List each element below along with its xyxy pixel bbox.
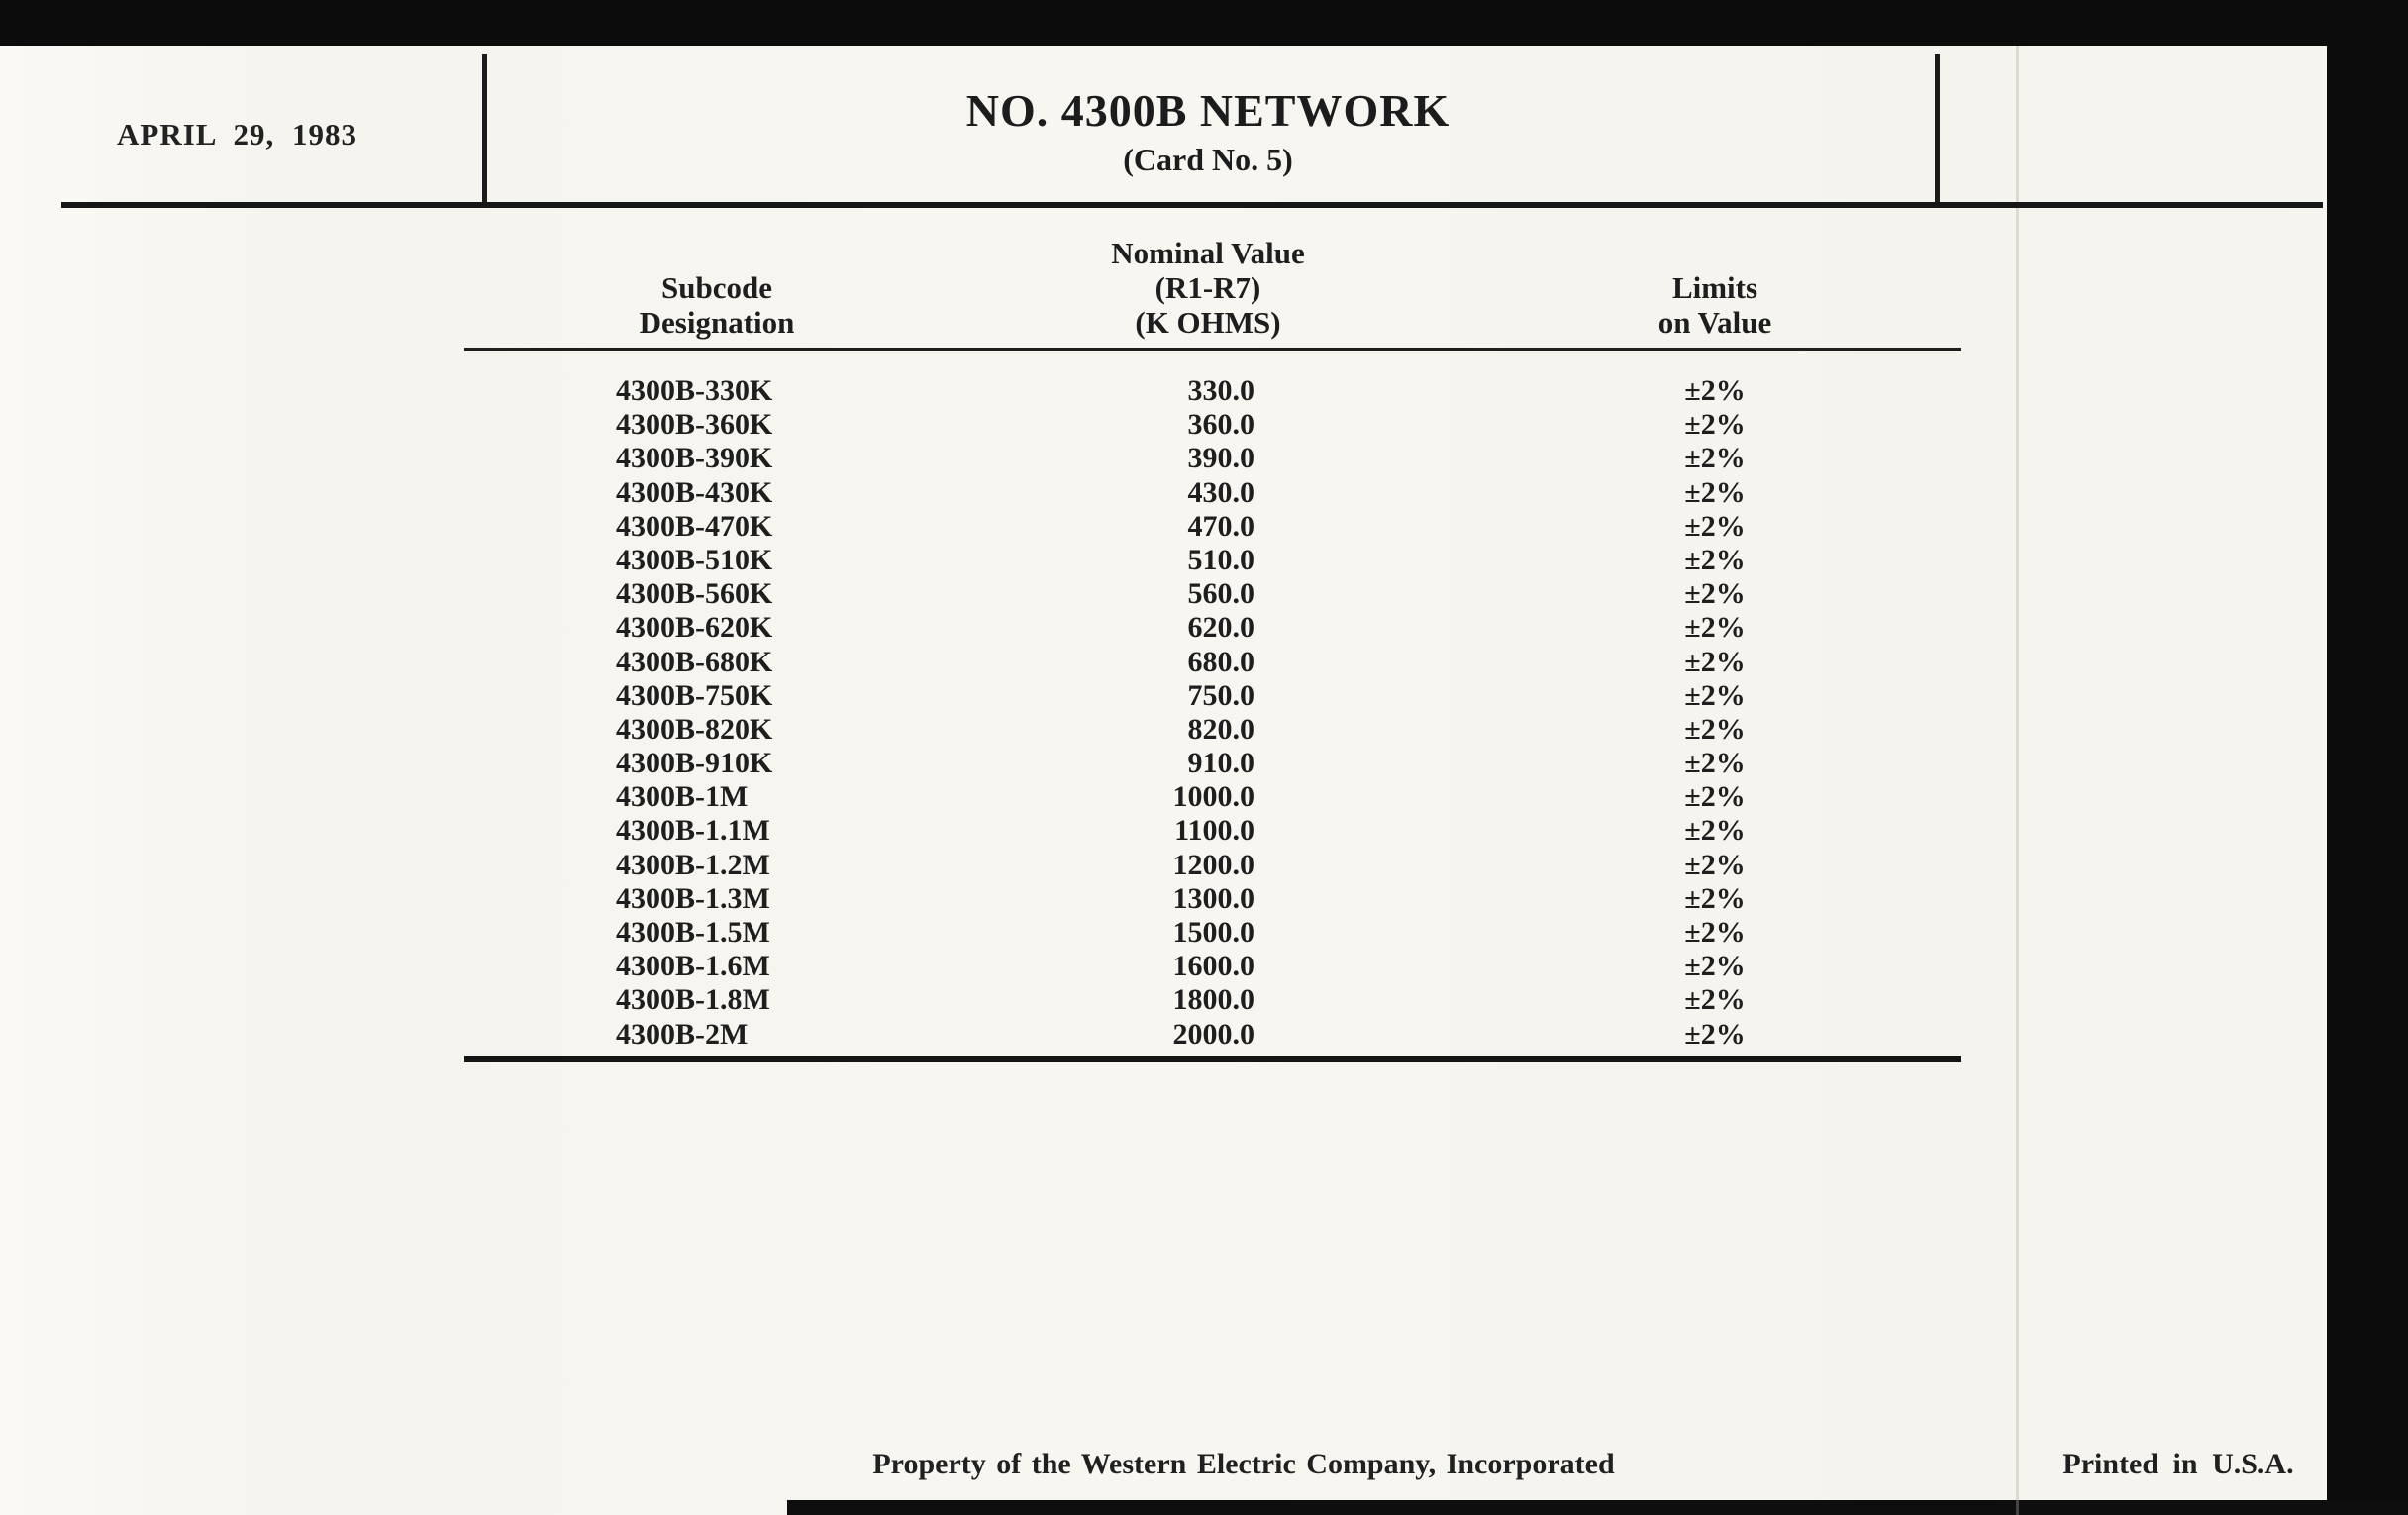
cell-nominal-value: 750.0 xyxy=(1187,678,1254,712)
table-row xyxy=(464,814,1961,848)
printed-in-notice: Printed in U.S.A. xyxy=(2062,1448,2294,1480)
table-row xyxy=(464,544,1961,577)
cell-subcode-designation: 4300B-470K xyxy=(616,509,773,543)
cell-limits: ±2% xyxy=(1684,475,1746,509)
cell-limits: ±2% xyxy=(1684,442,1746,475)
document-date: APRIL 29, 1983 xyxy=(117,117,357,152)
cell-limits: ±2% xyxy=(1684,645,1746,678)
cell-subcode-designation: 4300B-680K xyxy=(616,645,773,678)
column-header-line: (K OHMS) xyxy=(1135,305,1281,340)
cell-limits: ±2% xyxy=(1684,848,1746,881)
cell-subcode-designation: 4300B-1M xyxy=(616,780,749,814)
table-row xyxy=(464,679,1961,713)
cell-limits: ±2% xyxy=(1684,611,1746,645)
header-rule xyxy=(61,202,2323,208)
cell-limits: ±2% xyxy=(1684,509,1746,543)
cell-limits: ±2% xyxy=(1684,950,1746,983)
cell-subcode-designation: 4300B-1.6M xyxy=(616,950,770,983)
cell-subcode-designation: 4300B-510K xyxy=(616,543,773,576)
property-notice: Property of the Western Electric Company, Incorporated xyxy=(872,1448,1615,1480)
table-bottom-rule xyxy=(464,1056,1961,1062)
column-header-line: on Value xyxy=(1657,305,1772,340)
table-body xyxy=(464,351,1961,1052)
cell-limits: ±2% xyxy=(1684,678,1746,712)
table-row xyxy=(464,983,1961,1017)
scan-artifact-top-bar xyxy=(0,0,2408,46)
cell-subcode-designation: 4300B-910K xyxy=(616,747,773,780)
table-row xyxy=(464,916,1961,950)
cell-subcode-designation: 4300B-390K xyxy=(616,442,773,475)
cell-nominal-value: 330.0 xyxy=(1187,374,1254,407)
cell-nominal-value: 1300.0 xyxy=(1172,881,1254,915)
cell-subcode-designation: 4300B-2M xyxy=(616,1017,749,1051)
cell-subcode-designation: 4300B-330K xyxy=(616,374,773,407)
header-divider-right xyxy=(1935,54,1940,203)
cell-limits: ±2% xyxy=(1684,374,1746,407)
cell-nominal-value: 680.0 xyxy=(1187,645,1254,678)
column-header-subcode-designation xyxy=(519,270,915,340)
cell-nominal-value: 1000.0 xyxy=(1172,780,1254,814)
cell-limits: ±2% xyxy=(1684,780,1746,814)
cell-limits: ±2% xyxy=(1684,814,1746,848)
cell-limits: ±2% xyxy=(1684,543,1746,576)
cell-limits: ±2% xyxy=(1684,916,1746,949)
cell-nominal-value: 470.0 xyxy=(1187,509,1254,543)
table-row xyxy=(464,408,1961,442)
table-row xyxy=(464,646,1961,679)
cell-nominal-value: 360.0 xyxy=(1187,408,1254,442)
table-row xyxy=(464,577,1961,611)
cell-limits: ±2% xyxy=(1684,408,1746,442)
table-row xyxy=(464,510,1961,544)
cell-limits: ±2% xyxy=(1684,712,1746,746)
table-row xyxy=(464,374,1961,408)
column-header-limits xyxy=(1517,270,1913,340)
cell-nominal-value: 430.0 xyxy=(1187,475,1254,509)
cell-nominal-value: 910.0 xyxy=(1187,747,1254,780)
cell-nominal-value: 390.0 xyxy=(1187,442,1254,475)
cell-nominal-value: 820.0 xyxy=(1187,712,1254,746)
cell-nominal-value: 2000.0 xyxy=(1172,1017,1254,1051)
table-row xyxy=(464,1018,1961,1052)
cell-nominal-value: 510.0 xyxy=(1187,543,1254,576)
column-header-line: Nominal Value xyxy=(1111,236,1305,270)
table-row xyxy=(464,950,1961,983)
table-row xyxy=(464,780,1961,814)
document-title: NO. 4300B NETWORK xyxy=(965,85,1451,136)
scan-artifact-bottom-bar xyxy=(787,1500,2408,1515)
cell-subcode-designation: 4300B-820K xyxy=(616,712,773,746)
cell-subcode-designation: 4300B-620K xyxy=(616,611,773,645)
cell-limits: ±2% xyxy=(1684,983,1746,1017)
cell-nominal-value: 560.0 xyxy=(1187,577,1254,611)
column-header-line: Limits xyxy=(1671,270,1758,305)
table-row xyxy=(464,849,1961,882)
table-row xyxy=(464,476,1961,510)
document-subtitle: (Card No. 5) xyxy=(1123,142,1293,177)
cell-nominal-value: 1500.0 xyxy=(1172,916,1254,949)
cell-limits: ±2% xyxy=(1684,1017,1746,1051)
table-header-row xyxy=(464,223,1961,348)
cell-limits: ±2% xyxy=(1684,881,1746,915)
cell-nominal-value: 1600.0 xyxy=(1172,950,1254,983)
cell-subcode-designation: 4300B-1.5M xyxy=(616,916,770,949)
cell-limits: ±2% xyxy=(1684,577,1746,611)
cell-subcode-designation: 4300B-1.3M xyxy=(616,881,770,915)
column-header-line: Designation xyxy=(639,305,795,340)
value-table xyxy=(464,223,1961,1062)
cell-subcode-designation: 4300B-750K xyxy=(616,678,773,712)
header-divider-left xyxy=(482,54,487,203)
column-header-line: Subcode xyxy=(661,270,772,305)
cell-nominal-value: 1800.0 xyxy=(1172,983,1254,1017)
title-block xyxy=(861,85,1555,178)
cell-limits: ±2% xyxy=(1684,747,1746,780)
cell-subcode-designation: 4300B-1.8M xyxy=(616,983,770,1017)
table-row xyxy=(464,611,1961,645)
cell-subcode-designation: 4300B-1.1M xyxy=(616,814,770,848)
cell-nominal-value: 1100.0 xyxy=(1174,814,1254,848)
cell-subcode-designation: 4300B-1.2M xyxy=(616,848,770,881)
scan-artifact-right-bar xyxy=(2327,0,2408,1515)
cell-nominal-value: 1200.0 xyxy=(1172,848,1254,881)
cell-subcode-designation: 4300B-360K xyxy=(616,408,773,442)
table-row xyxy=(464,747,1961,780)
cell-subcode-designation: 4300B-430K xyxy=(616,475,773,509)
cell-nominal-value: 620.0 xyxy=(1187,611,1254,645)
column-header-line: (R1-R7) xyxy=(1154,270,1261,305)
paper-crease xyxy=(2016,46,2019,1515)
table-row xyxy=(464,442,1961,475)
cell-subcode-designation: 4300B-560K xyxy=(616,577,773,611)
table-row xyxy=(464,713,1961,747)
column-header-nominal-value xyxy=(1010,236,1406,340)
table-row xyxy=(464,882,1961,916)
